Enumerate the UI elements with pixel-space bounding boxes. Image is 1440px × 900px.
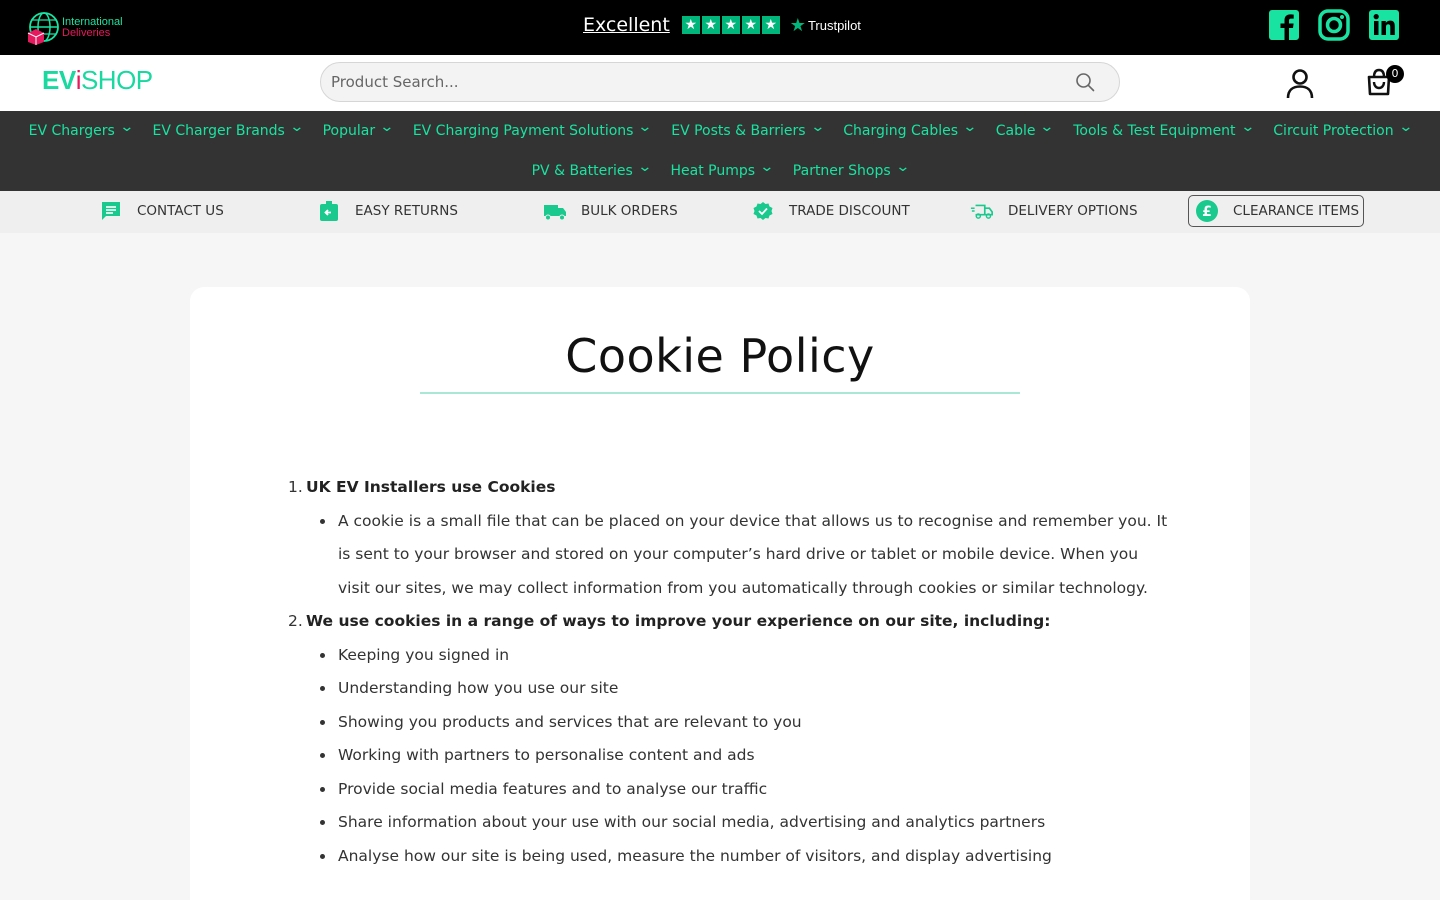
nav-item-label: Tools & Test Equipment [1073, 123, 1236, 139]
clearance-items-button[interactable] [1188, 195, 1364, 227]
page-title: Cookie Policy [565, 329, 875, 383]
nav-item-label: Partner Shops [792, 163, 891, 179]
list-item: Analyse how our site is being used, measure the number of visitors, and display advertising [290, 840, 1170, 874]
contact-us-label: CONTACT US [137, 203, 224, 219]
top-bar [0, 0, 1440, 55]
main-navigation [0, 111, 1440, 191]
nav-item-label: PV & Batteries [531, 163, 633, 179]
nav-item-tools-test-equipment[interactable] [1073, 119, 1256, 139]
nav-item-ev-chargers[interactable] [28, 119, 135, 139]
returns-icon [317, 199, 341, 223]
nav-item-label: EV Posts & Barriers [671, 123, 806, 139]
clearance-items-label: CLEARANCE ITEMS [1233, 203, 1360, 219]
social-links [1250, 9, 1400, 41]
easy-returns-link[interactable] [317, 195, 458, 227]
intl-line1: International [62, 16, 123, 28]
contact-us-link[interactable] [99, 195, 224, 227]
evishop-logo[interactable] [42, 65, 153, 96]
chat-icon [99, 199, 123, 223]
search-icon[interactable] [1075, 72, 1095, 92]
nav-item-popular[interactable] [322, 119, 395, 139]
truck-icon [543, 199, 567, 223]
chevron-down-icon: ⌄ [379, 119, 395, 135]
nav-item-cable[interactable] [995, 119, 1055, 139]
easy-returns-label: EASY RETURNS [355, 203, 458, 219]
chevron-down-icon: ⌄ [1239, 119, 1256, 135]
chevron-down-icon: ⌄ [289, 119, 305, 135]
section-bullets [290, 639, 1170, 874]
trustpilot-brand: Trustpilot [807, 17, 861, 33]
nav-item-label: EV Charging Payment Solutions [412, 123, 634, 139]
info-bar [0, 191, 1440, 233]
section-number: 2. [288, 612, 303, 630]
nav-item-label: Heat Pumps [670, 163, 756, 179]
cart-button[interactable] [1364, 67, 1398, 99]
globe-icon [26, 11, 60, 45]
pound-icon [1195, 199, 1219, 223]
list-item: A cookie is a small file that can be placed on your device that allows us to recognise and remember you. It is sent to your browser and stored on your computer’s hard drive or tablet or mobile device. When you visit our sites, we may collect information from you automatically through cookies or similar technology. [290, 505, 1170, 606]
nav-row-1 [0, 111, 1440, 151]
chevron-down-icon: ⌄ [637, 119, 653, 135]
chevron-down-icon: ⌄ [759, 159, 775, 175]
account-icon[interactable] [1284, 67, 1316, 99]
chevron-down-icon: ⌄ [119, 119, 135, 135]
international-deliveries-badge[interactable] [26, 11, 123, 45]
chevron-down-icon: ⌄ [894, 159, 911, 175]
list-item: Understanding how you use our site [290, 672, 1170, 706]
bulk-orders-label: BULK ORDERS [581, 203, 678, 219]
star-icon: ★ [742, 16, 760, 34]
nav-item-pv-batteries[interactable] [531, 159, 653, 179]
nav-item-label: EV Charger Brands [152, 123, 285, 139]
trustpilot-widget[interactable] [583, 14, 861, 36]
delivery-options-link[interactable] [970, 195, 1138, 227]
trade-discount-link[interactable] [751, 195, 910, 227]
product-search [320, 62, 1120, 102]
cart-count-badge: 0 [1386, 65, 1404, 83]
nav-item-ev-charging-payment-solutions[interactable] [412, 119, 653, 139]
star-icon: ★ [682, 16, 700, 34]
chevron-down-icon: ⌄ [962, 119, 978, 135]
trustpilot-rating[interactable]: Excellent [583, 14, 670, 36]
policy-section [290, 471, 1170, 505]
list-item: Working with partners to personalise content and ads [290, 739, 1170, 773]
instagram-icon[interactable] [1318, 9, 1350, 41]
section-heading: We use cookies in a range of ways to improve your experience on our site, including: [306, 612, 1051, 630]
section-heading: UK EV Installers use Cookies [306, 478, 556, 496]
site-header [0, 55, 1440, 111]
nav-item-circuit-protection[interactable] [1273, 119, 1414, 139]
title-underline [420, 392, 1020, 394]
star-icon: ★ [722, 16, 740, 34]
content-card [190, 287, 1250, 900]
fast-delivery-icon [970, 199, 994, 223]
list-item: Provide social media features and to analyse our traffic [290, 773, 1170, 807]
nav-item-charging-cables[interactable] [843, 119, 978, 139]
logo-ev: EV [42, 65, 76, 95]
trustpilot-stars [682, 16, 782, 34]
nav-item-label: Circuit Protection [1273, 123, 1394, 139]
chevron-down-icon: ⌄ [1397, 119, 1414, 135]
nav-item-ev-posts-barriers[interactable] [671, 119, 825, 139]
nav-row-2 [0, 151, 1440, 191]
nav-item-label: Popular [322, 123, 376, 139]
trustpilot-logo [790, 15, 861, 36]
nav-item-partner-shops[interactable] [792, 159, 911, 179]
chevron-down-icon: ⌄ [809, 119, 825, 135]
linkedin-icon[interactable] [1368, 9, 1400, 41]
trade-discount-label: TRADE DISCOUNT [789, 203, 910, 219]
nav-item-label: EV Chargers [28, 123, 115, 139]
logo-shop: SHOP [80, 65, 153, 95]
star-icon: ★ [762, 16, 780, 34]
search-input[interactable] [321, 63, 1041, 101]
star-icon: ★ [702, 16, 720, 34]
chevron-down-icon: ⌄ [1039, 119, 1055, 135]
nav-item-ev-charger-brands[interactable] [152, 119, 305, 139]
trustpilot-star-icon: ★ [789, 14, 806, 35]
bulk-orders-link[interactable] [543, 195, 678, 227]
chevron-down-icon: ⌄ [637, 159, 653, 175]
policy-content [290, 471, 1170, 873]
logo-i: i [75, 65, 81, 95]
section-number: 1. [288, 478, 303, 496]
delivery-options-label: DELIVERY OPTIONS [1008, 203, 1138, 219]
list-item: Share information about your use with our social media, advertising and analytics partners [290, 806, 1170, 840]
section-bullets [290, 505, 1170, 606]
list-item: Showing you products and services that are relevant to you [290, 706, 1170, 740]
list-item: Keeping you signed in [290, 639, 1170, 673]
badge-check-icon [751, 199, 775, 223]
intl-line2: Deliveries [62, 27, 111, 39]
nav-item-heat-pumps[interactable] [670, 159, 775, 179]
facebook-icon[interactable] [1268, 9, 1300, 41]
nav-item-label: Cable [995, 123, 1036, 139]
svg-text:£: £ [1202, 204, 1212, 220]
policy-section [290, 605, 1170, 639]
nav-item-label: Charging Cables [843, 123, 958, 139]
